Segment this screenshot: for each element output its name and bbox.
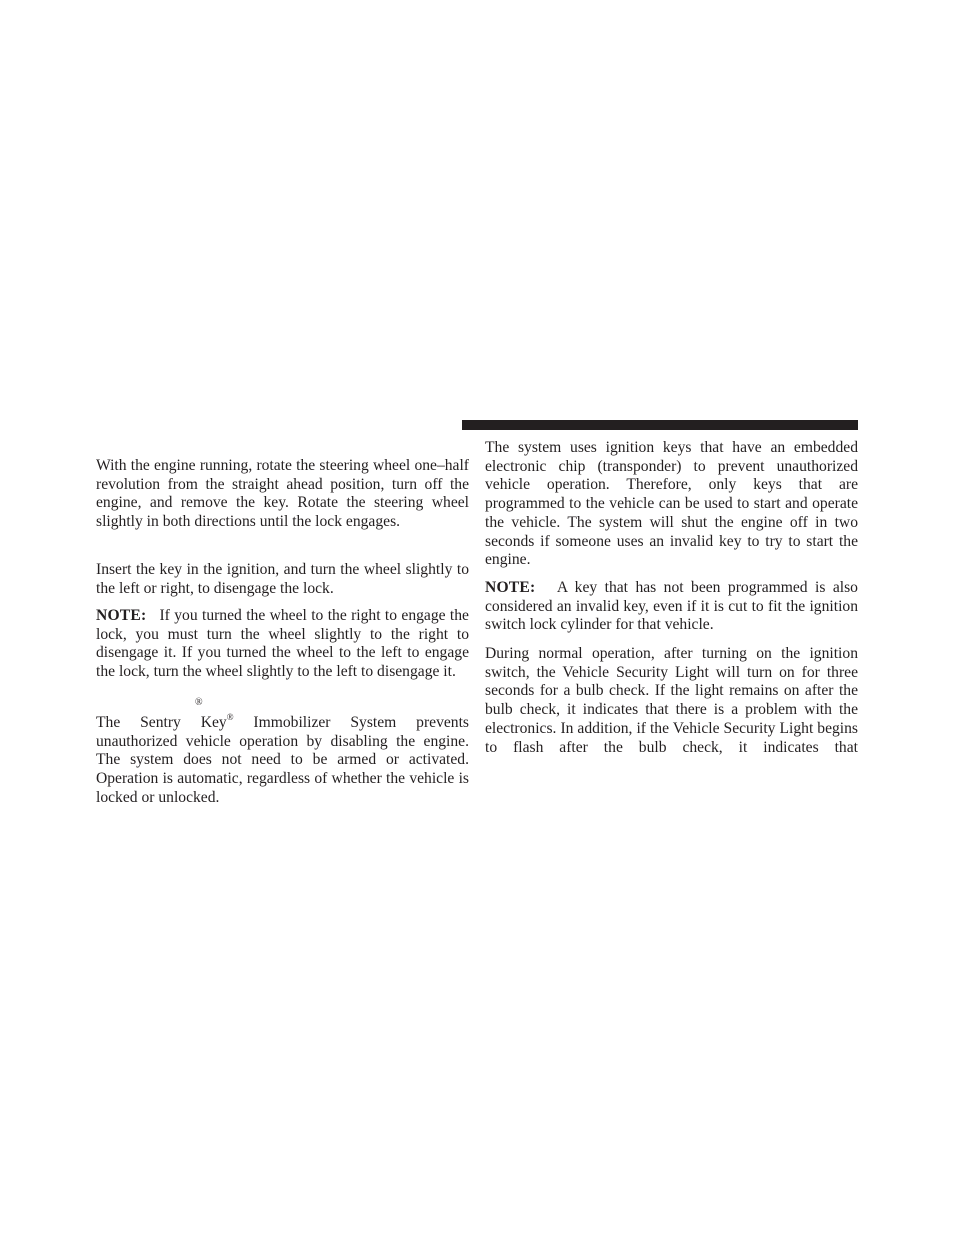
right-column-block-1 xyxy=(485,439,858,570)
immobilizer-text-rest: Immobilizer System prevents unauthorized vehicle operation by disabling the engine. The system does not need to be armed or activated. Operation is automatic, regardless of whether the vehicle is locked or unlocked. xyxy=(96,714,470,806)
right-note-paragraph xyxy=(485,579,858,635)
right-column-block-2 xyxy=(485,645,858,757)
left-column-block-1 xyxy=(96,457,469,532)
security-light-paragraph: During normal operation, after turning on the ignition switch, the Vehicle Security Light will turn on for three seconds for a bulb check. If the light remains on after the bulb check, it indicates that there is a problem with the electronics. In addition, if the Vehicle Security Light begins to flash after the bulb check, it indicates that xyxy=(485,645,858,756)
right-note-text: A key that has not been programmed is also considered an invalid key, even if it is cut to fit the ignition switch lock cylinder for that vehicle. xyxy=(485,579,858,634)
immobilizer-paragraph xyxy=(96,711,470,808)
section-divider-bar xyxy=(462,420,858,430)
lock-engage-paragraph: With the engine running, rotate the steering wheel one–half revolution from the straight ahead position, turn off the engine, and remove the key. Rotate the steering wheel slightly in both directions until the lock engages. xyxy=(96,457,469,531)
note-label: NOTE: xyxy=(96,607,147,624)
note-label: NOTE: xyxy=(485,579,536,596)
heading-registered-mark: ® xyxy=(195,697,203,708)
immobilizer-text-start: The Sentry Key xyxy=(96,714,227,731)
ignition-keys-paragraph: The system uses ignition keys that have an embedded electronic chip (transponder) to prevent unauthorized vehicle operation. Therefore, only keys that are programmed to the vehicle can be used to start and operate the vehicle. The system will shut the engine off in two seconds if someone uses an invalid key to try to start the engine. xyxy=(485,439,858,569)
lock-disengage-paragraph: Insert the key in the ignition, and turn the wheel slightly to the left or right, to disengage the lock. xyxy=(96,561,469,597)
left-column-block-3 xyxy=(96,711,470,808)
right-column-note xyxy=(485,579,858,635)
left-note-paragraph xyxy=(96,607,469,682)
registered-mark: ® xyxy=(226,711,234,722)
left-column-block-2 xyxy=(96,561,469,598)
left-column-note xyxy=(96,607,469,682)
left-note-text: If you turned the wheel to the right to engage the lock, you must turn the wheel slightly to the right to disengage it. If you turned the wheel to the left to engage the lock, turn the wheel slightly to the left to disengage it. xyxy=(96,607,469,681)
